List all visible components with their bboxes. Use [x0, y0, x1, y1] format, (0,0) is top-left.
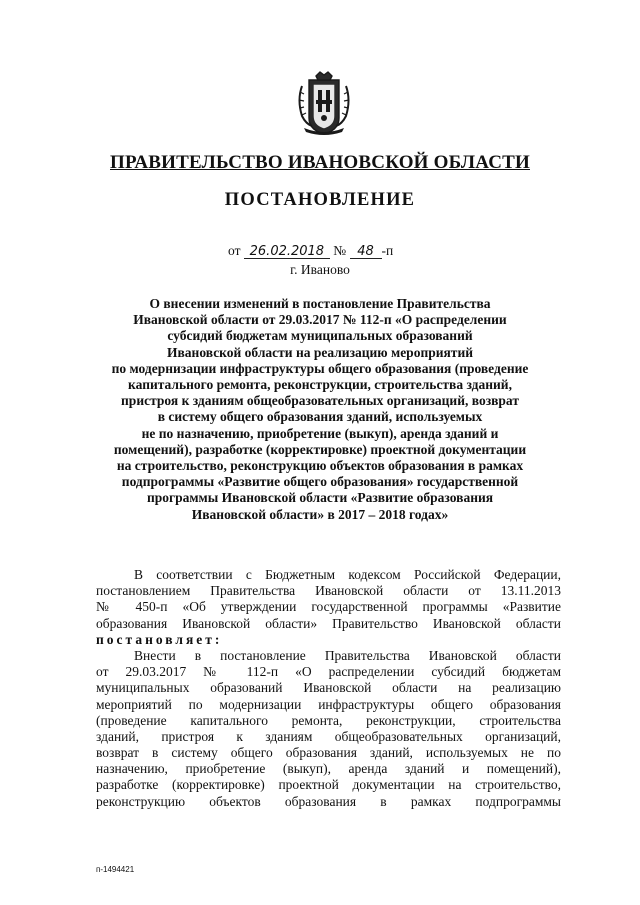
- body-line: Внести в постановление Правительства Ивановской области: [134, 647, 561, 663]
- body-line: муниципальных образований Ивановской области на реализацию: [96, 680, 561, 696]
- body-line: назначению, приобретение (выкуп), аренда зданий и помещений),: [96, 761, 561, 777]
- title-line: помещений), разработке (корректировке) проектной документации: [113, 441, 527, 457]
- resolves-word: постановляет:: [96, 631, 223, 647]
- title-line: программы Ивановской области «Развитие образования: [146, 490, 494, 506]
- title-line: по модернизации инфраструктуры общего образования (проведение: [111, 360, 529, 376]
- city: г. Иваново: [290, 262, 350, 277]
- body-line: постановлением Правительства Ивановской области от 13.11.2013: [96, 583, 561, 599]
- decree-type: ПОСТАНОВЛЕНИЕ: [224, 190, 416, 210]
- title-line: подпрограммы «Развитие общего образования» государственной: [121, 474, 519, 490]
- title-line: пристроя к зданиям общеобразовательных организаций, возврат: [121, 393, 519, 409]
- number-label: №: [333, 243, 347, 258]
- date-prefix: от: [228, 243, 241, 258]
- title-line: Ивановской области на реализацию мероприятий: [167, 344, 473, 360]
- body-line: образования Ивановской области» Правительство Ивановской области: [96, 615, 561, 631]
- title-line: не по назначению, приобретение (выкуп), аренда зданий и: [141, 425, 499, 441]
- body-line: реконструкцию объектов образования в рамках подпрограммы: [96, 793, 561, 809]
- body-line: зданий, пристроя к зданиям общеобразовательных организаций,: [96, 728, 561, 744]
- decree-number: 48: [350, 245, 382, 259]
- coat-of-arms-icon: [294, 70, 354, 136]
- government-name: ПРАВИТЕЛЬСТВО ИВАНОВСКОЙ ОБЛАСТИ: [110, 152, 530, 173]
- title-line: в систему общего образования зданий, используемых: [157, 409, 483, 425]
- body-line: мероприятий по модернизации инфраструктуры общего образования: [96, 696, 561, 712]
- body-line: № 450-п «Об утверждении государственной программы «Развитие: [96, 599, 561, 615]
- decree-date: 26.02.2018: [244, 245, 330, 259]
- body-line: от 29.03.2017 № 112-п «О распределении субсидий бюджетам: [96, 664, 561, 680]
- title-line: О внесении изменений в постановление Правительства: [149, 296, 491, 311]
- body-line: (проведение капитального ремонта, реконструкции, строительства: [96, 712, 561, 728]
- decree-body: [96, 567, 561, 810]
- title-line: Ивановской области от 29.03.2017 № 112-п «О распределении: [133, 312, 507, 328]
- document-code: п-1494421: [96, 865, 135, 874]
- decree-number-line: [228, 243, 393, 259]
- decree-title: [96, 296, 544, 523]
- number-suffix: -п: [381, 243, 394, 258]
- title-line: субсидий бюджетам муниципальных образований: [167, 328, 473, 344]
- body-line: возврат в систему общего образования зданий, используемых не по: [96, 745, 561, 761]
- title-line: Ивановской области» в 2017 – 2018 годах»: [191, 506, 449, 522]
- body-line: В соответствии с Бюджетным кодексом Российской Федерации,: [134, 567, 561, 582]
- body-line: разработке (корректировке) проектной документации на строительство,: [96, 777, 561, 793]
- title-line: на строительство, реконструкцию объектов образования в рамках: [116, 458, 524, 474]
- title-line: капитального ремонта, реконструкции, строительства зданий,: [128, 377, 512, 393]
